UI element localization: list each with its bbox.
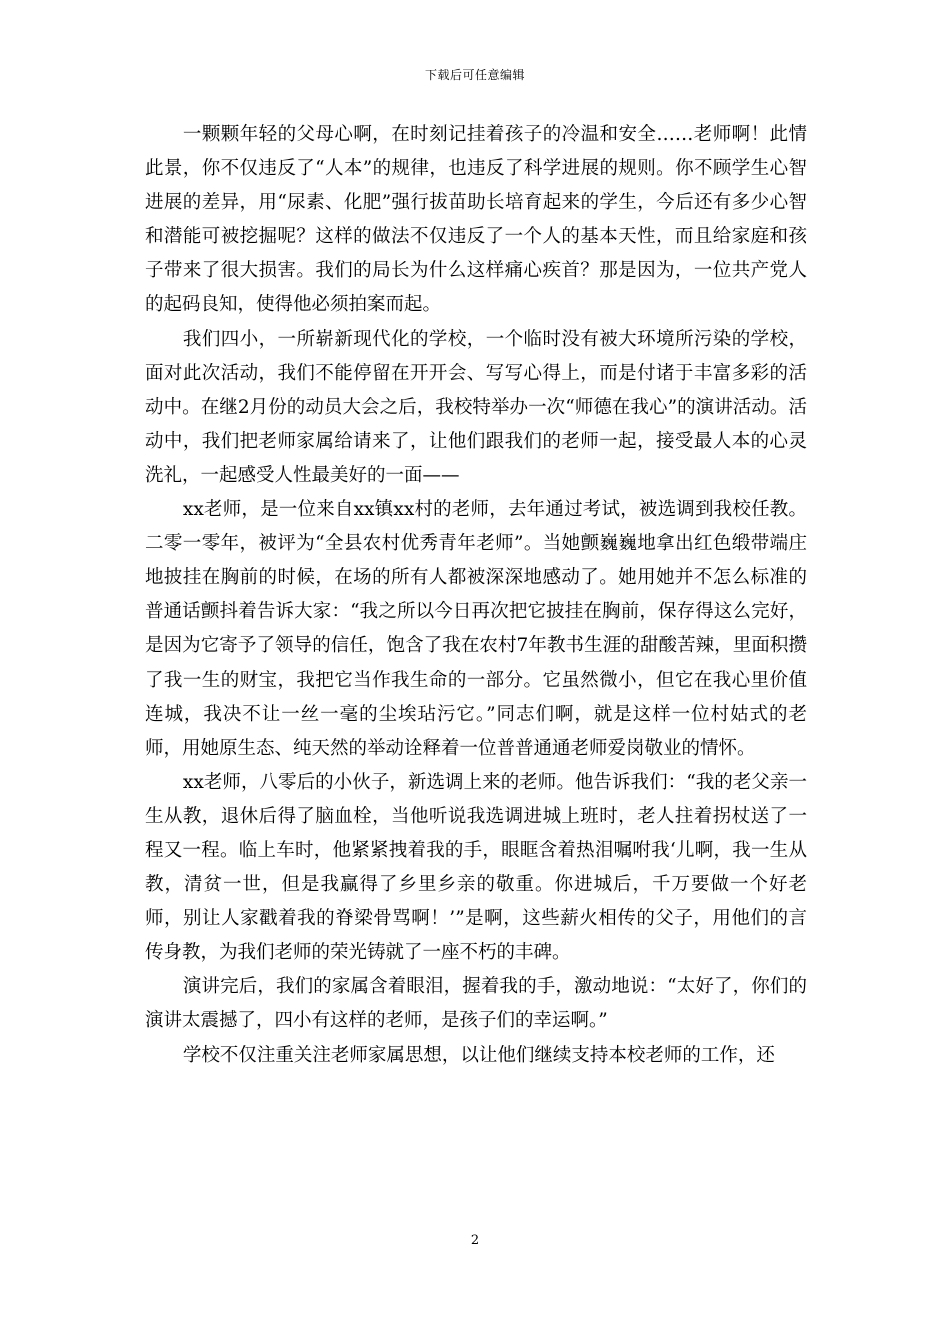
paragraph: 演讲完后，我们的家属含着眼泪，握着我的手，激动地说：“太好了，你们的演讲太震撼了，四小有这样的老师，是孩子们的幸运啊。” xyxy=(145,976,807,1032)
paragraph: xx老师，是一位来自xx镇xx村的老师，去年通过考试，被选调到我校任教。二零一零年，被评为“全县农村优秀青年老师”。当她颤巍巍地拿出红色缎带端庄地披挂在胸前的时候，在场的所有人都被深深地感动了。她用她并不怎么标准的普通话颤抖着告诉大家：“我之所以今日再次把它披挂在胸前，保存得这么完好，是因为它寄予了领导的信任，饱含了我在农村7年教书生涯的甜酸苦辣，里面积攒了我一生的财宝，我把它当作我生命的一部分。它虽然微小，但它在我心里价值连城，我决不让一丝一毫的尘埃玷污它。”同志们啊，就是这样一位村姑式的老师，用她原生态、纯天然的举动诠释着一位普普通通老师爱岗敬业的情怀。 xyxy=(145,499,807,759)
paragraph: xx老师，八零后的小伙子，新选调上来的老师。他告诉我们：“我的老父亲一生从教，退休后得了脑血栓，当他听说我选调进城上班时，老人拄着拐杖送了一程又一程。临上车时，他紧紧拽着我的手，眼眶含着热泪嘱咐我‘儿啊，我一生从教，清贫一世，但是我赢得了乡里乡亲的敬重。你进城后，千万要做一个好老师，别让人家戳着我的脊梁骨骂啊！’”是啊，这些薪火相传的父子，用他们的言传身教，为我们老师的荣光铸就了一座不朽的丰碑。 xyxy=(145,771,807,964)
document-body xyxy=(145,118,807,1073)
page-header: 下载后可任意编辑 xyxy=(424,68,525,82)
paragraph: 一颗颗年轻的父母心啊，在时刻记挂着孩子的冷温和安全……老师啊！此情此景，你不仅违反了“人本”的规律，也违反了科学进展的规则。你不顾学生心智进展的差异，用“尿素、化肥”强行拔苗助长培育起来的学生，今后还有多少心智和潜能可被挖掘呢？这样的做法不仅违反了一个人的基本天性，而且给家庭和孩子带来了很大损害。我们的局长为什么这样痛心疾首？那是因为，一位共产党人的起码良知，使得他必须拍案而起。 xyxy=(145,124,807,316)
paragraph: 学校不仅注重关注老师家属思想，以让他们继续支持本校老师的工作，还 xyxy=(182,1044,775,1066)
paragraph: 我们四小，一所崭新现代化的学校，一个临时没有被大环境所污染的学校，面对此次活动，我们不能停留在开开会、写写心得上，而是付诸于丰富多彩的活动中。在继2月份的动员大会之后，我校特举办一次“师德在我心”的演讲活动。活动中，我们把老师家属给请来了，让他们跟我们的老师一起，接受最人本的心灵洗礼，一起感受人性最美好的一面—— xyxy=(145,328,807,486)
page-number: 2 xyxy=(470,1233,480,1248)
